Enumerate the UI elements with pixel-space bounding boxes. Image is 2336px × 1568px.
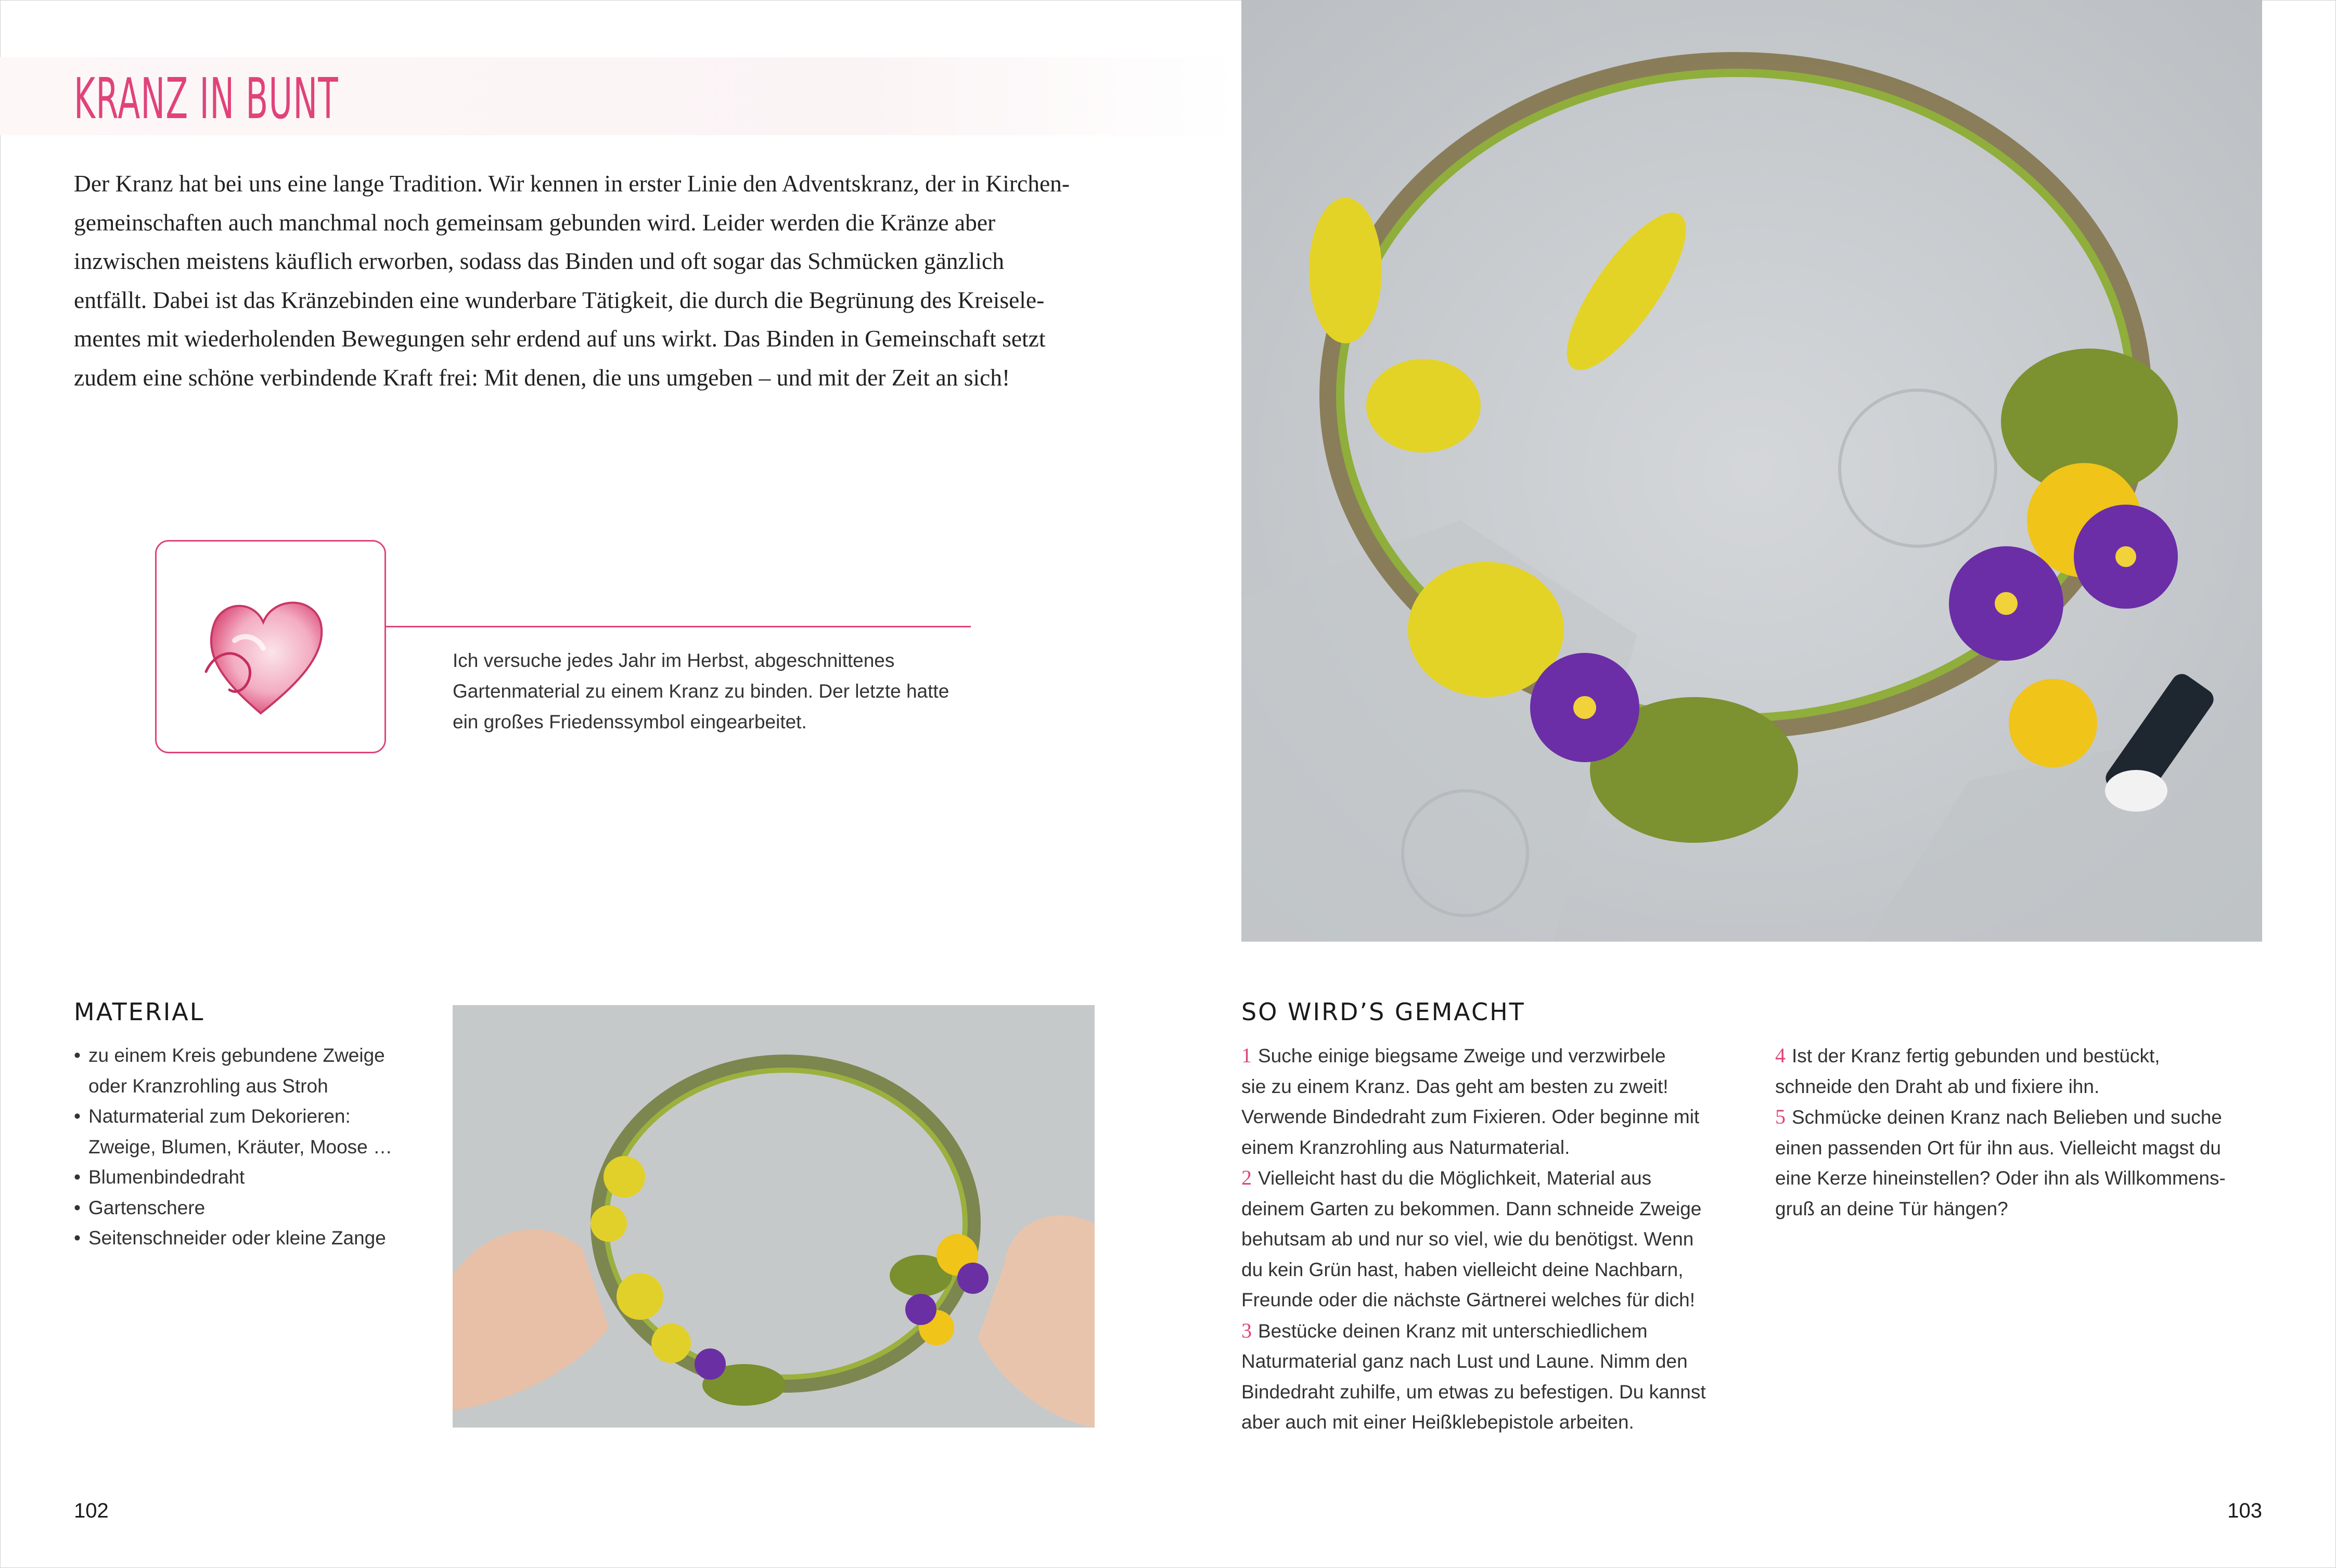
instructions-heading: SO WIRD’S GEMACHT	[1241, 998, 1525, 1026]
step-line: schneide den Draht ab und fixiere ihn.	[1775, 1075, 2100, 1097]
step-line: behutsam ab und nur so viel, wie du benötigst. Wenn	[1241, 1228, 1694, 1250]
page-number-right: 103	[2227, 1499, 2262, 1522]
tip-text	[453, 645, 994, 737]
list-item: Zweige, Blumen, Kräuter, Moose …	[88, 1136, 393, 1158]
step-line: einem Kranzrohling aus Naturmaterial.	[1241, 1136, 1570, 1158]
step-line: 5 Schmücke deinen Kranz nach Belieben und suche	[1775, 1105, 2222, 1128]
step-line: 1 Suche einige biegsame Zweige und verzwirbele	[1241, 1044, 1666, 1067]
intro-line: entfällt. Dabei ist das Kränzebinden eine wunderbare Tätigkeit, die durch die Begrünung des Kreisele-	[74, 286, 1045, 313]
step-line: 2 Vielleicht hast du die Möglichkeit, Material aus	[1241, 1166, 1652, 1189]
step-line: Naturmaterial ganz nach Lust und Laune. Nimm den	[1241, 1351, 1688, 1372]
intro-line: gemeinschaften auch manchmal noch gemeinsam gebunden wird. Leider werden die Kränze aber	[74, 209, 996, 236]
list-item: • Blumenbindedraht	[74, 1166, 245, 1188]
tip-line-text: ein großes Friedenssymbol eingearbeitet.	[453, 711, 807, 732]
step-line: deinem Garten zu bekommen. Dann schneide Zweige	[1241, 1198, 1702, 1219]
step-line: gruß an deine Tür hängen?	[1775, 1198, 2008, 1219]
material-list	[74, 1040, 392, 1254]
step-line: Freunde oder die nächste Gärtnerei welches für dich!	[1241, 1289, 1696, 1310]
list-item: oder Kranzrohling aus Stroh	[88, 1075, 328, 1097]
list-item: • zu einem Kreis gebundene Zweige	[74, 1045, 385, 1066]
instructions-column-1	[1241, 1040, 1706, 1438]
wreath-hands-photo	[453, 1005, 1095, 1428]
page-title: KRANZ IN BUNT	[74, 67, 339, 132]
tip-line-text: Gartenmaterial zu einem Kranz zu binden. Der letzte hatte	[453, 680, 949, 702]
heart-icon	[157, 542, 384, 752]
step-line: einen passenden Ort für ihn aus. Vielleicht magst du	[1775, 1137, 2221, 1159]
list-item: • Seitenschneider oder kleine Zange	[74, 1227, 386, 1249]
list-item: • Naturmaterial zum Dekorieren:	[74, 1106, 351, 1127]
wreath-photo	[1241, 0, 2262, 942]
intro-line: Der Kranz hat bei uns eine lange Tradition. Wir kennen in erster Linie den Adventskranz, der in Kirchen-	[74, 170, 1070, 197]
intro-line: inzwischen meistens käuflich erworben, sodass das Binden und oft sogar das Schmücken gänzlich	[74, 248, 1004, 274]
page-number-left: 102	[74, 1499, 109, 1522]
list-item: • Gartenschere	[74, 1197, 206, 1218]
step-line: aber auch mit einer Heißklebepistole arbeiten.	[1241, 1411, 1634, 1433]
tip-connector-line	[386, 626, 971, 627]
step-line: Bindedraht zuhilfe, um etwas zu befestigen. Du kannst	[1241, 1381, 1706, 1403]
step-line: sie zu einem Kranz. Das geht am besten zu zweit!	[1241, 1075, 1668, 1097]
intro-paragraph	[74, 164, 1104, 397]
step-line: Verwende Bindedraht zum Fixieren. Oder beginne mit	[1241, 1106, 1700, 1127]
tip-line-text: Ich versuche jedes Jahr im Herbst, abgeschnittenes	[453, 650, 895, 671]
step-line: du kein Grün hast, haben vielleicht deine Nachbarn,	[1241, 1258, 1684, 1280]
instructions-column-2	[1775, 1040, 2226, 1224]
material-heading: MATERIAL	[74, 998, 205, 1026]
step-line: eine Kerze hineinstellen? Oder ihn als Willkommens-	[1775, 1167, 2226, 1189]
intro-line: zudem eine schöne verbindende Kraft frei: Mit denen, die uns umgeben – und mit der Zeit an sich!	[74, 364, 1010, 391]
step-line: 3 Bestücke deinen Kranz mit unterschiedlichem	[1241, 1318, 1648, 1342]
intro-line: mentes mit wiederholenden Bewegungen sehr erdend auf uns wirkt. Das Binden in Gemeinschaft setzt	[74, 325, 1046, 352]
tip-box	[155, 540, 386, 753]
step-line: 4 Ist der Kranz fertig gebunden und bestückt,	[1775, 1044, 2160, 1067]
